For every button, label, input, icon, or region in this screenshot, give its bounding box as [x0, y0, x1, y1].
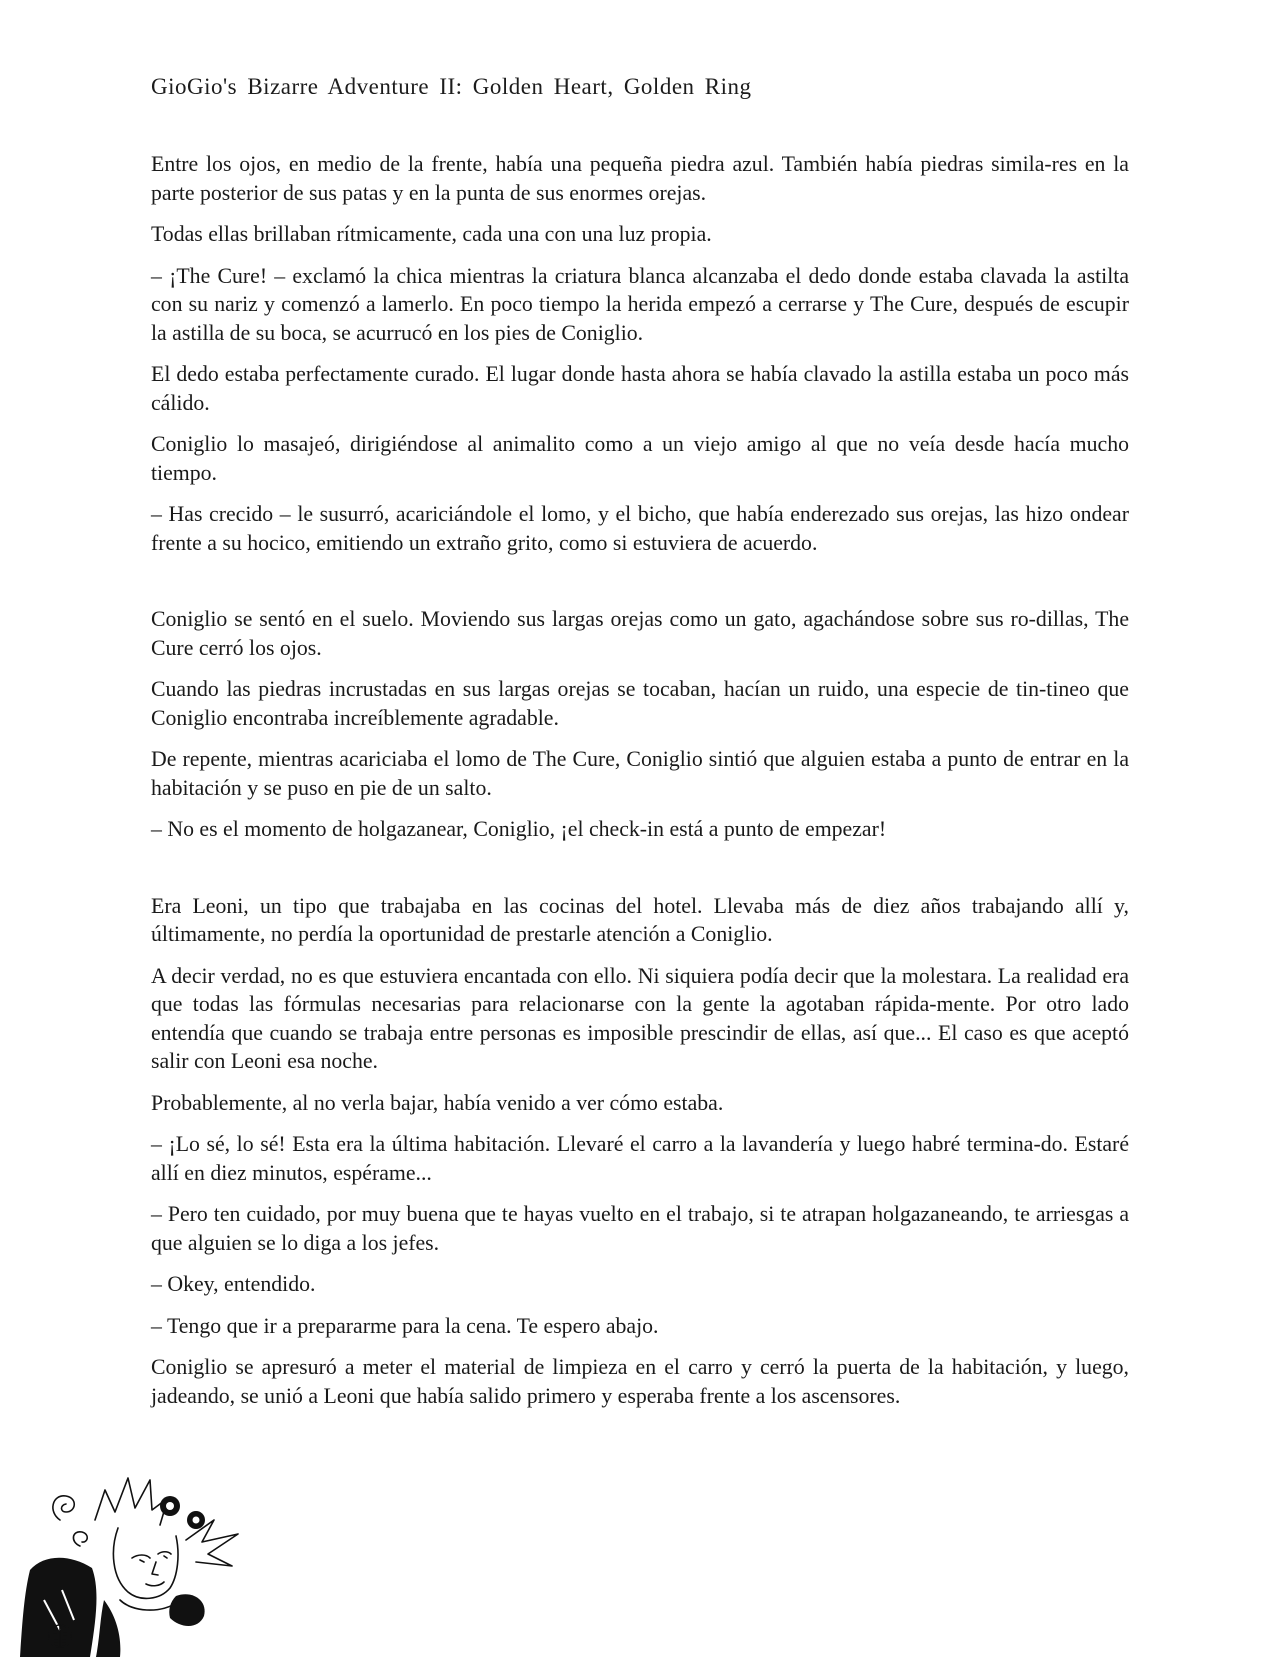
- page-title: GioGio's Bizarre Adventure II: Golden Heart, Golden Ring: [151, 74, 752, 99]
- paragraph: De repente, mientras acariciaba el lomo de The Cure, Coniglio sintió que alguien estaba a punto de entrar en la habitación y se puso en pie de un salto.: [151, 747, 1129, 800]
- character-sketch-icon: [0, 1450, 250, 1657]
- paragraph: Coniglio se apresuró a meter el material de limpieza en el carro y cerró la puerta de la habitación, y luego, jadeando, se unió a Leoni que había salido primero y esperaba frente a los ascensores.: [151, 1355, 1129, 1408]
- paragraph: Coniglio se sentó en el suelo. Moviendo sus largas orejas como un gato, agachándose sobre sus ro-dillas, The Cure cerró los ojos.: [151, 607, 1129, 660]
- paragraph: – ¡The Cure! – exclamó la chica mientras la criatura blanca alcanzaba el dedo donde estaba clavada la astilta con su nariz y comenzó a lamerlo. En poco tiempo la herida empezó a cerrarse y The Cure, después de escupir la astilla de su boca, se acurrucó en los pies de Coniglio.: [151, 263, 1129, 345]
- paragraph: Era Leoni, un tipo que trabajaba en las cocinas del hotel. Llevaba más de diez años trabajando allí y, últimamente, no perdía la oportunidad de prestarle atención a Coniglio.: [151, 893, 1129, 946]
- paragraph: – Pero ten cuidado, por muy buena que te hayas vuelto en el trabajo, si te atrapan holgazaneando, te arriesgas a que alguien se lo diga a los jefes.: [151, 1202, 1129, 1255]
- paragraph: – Tengo que ir a prepararme para la cena. Te espero abajo.: [151, 1313, 659, 1338]
- section-3: [151, 892, 1129, 1411]
- paragraph: Coniglio lo masajeó, dirigiéndose al animalito como a un viejo amigo al que no veía desde hacía mucho tiempo.: [151, 432, 1129, 485]
- section-2: [151, 605, 1129, 844]
- paragraph: – No es el momento de holgazanear, Coniglio, ¡el check-in está a punto de empezar!: [151, 817, 887, 841]
- section-1: [151, 150, 1129, 557]
- paragraph: – Has crecido – le susurró, acariciándole el lomo, y el bicho, que había enderezado sus orejas, las hizo ondear frente a su hocico, emitiendo un extraño grito, como si estuviera de acuerdo.: [151, 502, 1129, 555]
- paragraph: – Okey, entendido.: [151, 1272, 316, 1296]
- document-body: [151, 150, 1129, 1423]
- paragraph: Todas ellas brillaban rítmicamente, cada una con una luz propia.: [151, 222, 712, 246]
- paragraph: – ¡Lo sé, lo sé! Esta era la última habitación. Llevaré el carro a la lavandería y luego habré termina-do. Estaré allí en diez minutos, espérame...: [151, 1132, 1129, 1185]
- paragraph: A decir verdad, no es que estuviera encantada con ello. Ni siquiera podía decir que la molestara. La realidad era que todas las fórmulas necesarias para relacionarse con la gente la agotaban rápida-mente. Por otro lado entendía que cuando se trabaja entre personas es imposible prescindir de ellas, así que... El caso es que aceptó salir con Leoni esa noche.: [151, 963, 1129, 1073]
- paragraph: El dedo estaba perfectamente curado. El lugar donde hasta ahora se había clavado la astilla estaba un poco más cálido.: [151, 362, 1129, 415]
- paragraph: Entre los ojos, en medio de la frente, había una pequeña piedra azul. También había piedras simila-res en la parte posterior de sus patas y en la punta de sus enormes orejas.: [151, 152, 1129, 205]
- paragraph: Probablemente, al no verla bajar, había venido a ver cómo estaba.: [151, 1090, 724, 1115]
- paragraph: Cuando las piedras incrustadas en sus largas orejas se tocaban, hacían un ruido, una especie de tin-tineo que Coniglio encontraba increíblemente agradable.: [151, 677, 1129, 730]
